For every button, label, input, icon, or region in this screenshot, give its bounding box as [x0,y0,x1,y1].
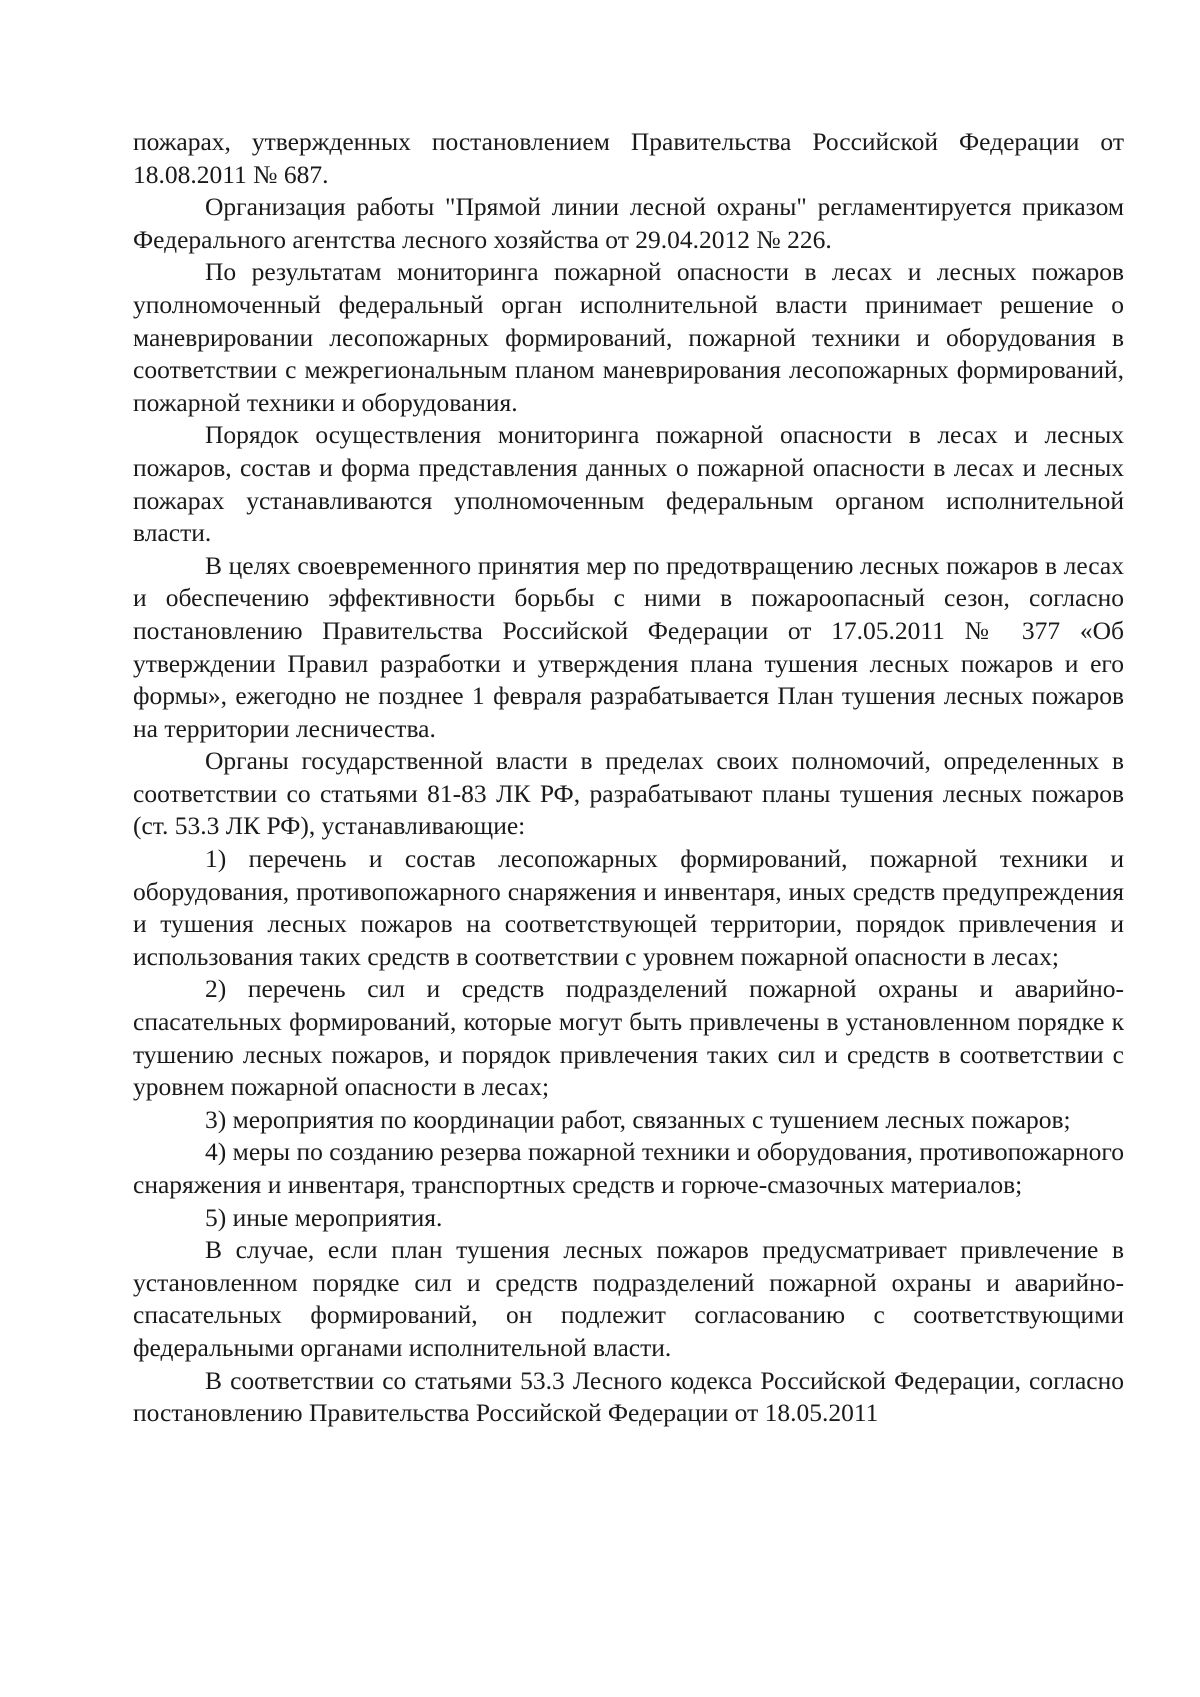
list-item-4: 4) меры по созданию резерва пожарной техники и оборудования, противопожарного снаряжения и инвентаря, транспортных средств и горюче-смазочных материалов; [133,1137,1124,1199]
paragraph-state-authorities: Органы государственной власти в пределах своих полномочий, определенных в соответствии со статьями 81-83 ЛК РФ, разрабатывают планы тушения лесных пожаров (ст. 53.3 ЛК РФ), устанавливающие: [133,746,1124,841]
paragraph-direct-line: Организация работы "Прямой линии лесной охраны" регламентируется приказом Федерального агентства лесного хозяйства от 29.04.2012 № 226. [133,192,1124,254]
document-body [133,126,1124,1430]
paragraph-continuation: пожарах, утвержденных постановлением Правительства Российской Федерации от 18.08.2011 № 687. [133,127,1124,189]
list-item-2: 2) перечень сил и средств подразделений пожарной охраны и аварийно-спасательных формирований, которые могут быть привлечены в установленном порядке к тушению лесных пожаров, и порядок привлечения таких сил и средств в соответствии с уровнем пожарной опасности в лесах; [133,974,1124,1102]
list-item-1: 1) перечень и состав лесопожарных формирований, пожарной техники и оборудования, противопожарного снаряжения и инвентаря, иных средств предупреждения и тушения лесных пожаров на соответствующей территории, порядок привлечения и использования таких средств в соответствии с уровнем пожарной опасности в лесах; [133,844,1124,971]
paragraph-forest-code: В соответствии со статьями 53.3 Лесного кодекса Российской Федерации, согласно постановлению Правительства Российской Федерации от 18.05.2011 [133,1365,1124,1428]
paragraph-monitoring-procedure: Порядок осуществления мониторинга пожарной опасности в лесах и лесных пожаров, состав и форма представления данных о пожарной опасности в лесах и лесных пожарах устанавливаются уполномоченным федеральным органом исполнительной власти. [133,420,1124,548]
list-item-3: 3) мероприятия по координации работ, связанных с тушением лесных пожаров; [205,1104,1071,1134]
paragraph-monitoring-results: По результатам мониторинга пожарной опасности в лесах и лесных пожаров уполномоченный федеральный орган исполнительной власти принимает решение о маневрировании лесопожарных формирований, пожарной техники и оборудования в соответствии с межрегиональным планом маневрирования лесопожарных формирований, пожарной техники и оборудования. [133,257,1124,417]
paragraph-coordination: В случае, если план тушения лесных пожаров предусматривает привлечение в установленном порядке сил и средств подразделений пожарной охраны и аварийно-спасательных формирований, он подлежит согласованию с соответствующими федеральными органами исполнительной власти. [133,1235,1124,1362]
list-item-5: 5) иные мероприятия. [205,1202,443,1232]
paragraph-fire-plan: В целях своевременного принятия мер по предотвращению лесных пожаров в лесах и обеспечению эффективности борьбы с ними в пожароопасный сезон, согласно постановлению Правительства Российской Федерации от 17.05.2011 № 377 «Об утверждении Правил разработки и утверждения плана тушения лесных пожаров и его формы», ежегодно не позднее 1 февраля разрабатывается План тушения лесных пожаров на территории лесничества. [133,550,1124,743]
